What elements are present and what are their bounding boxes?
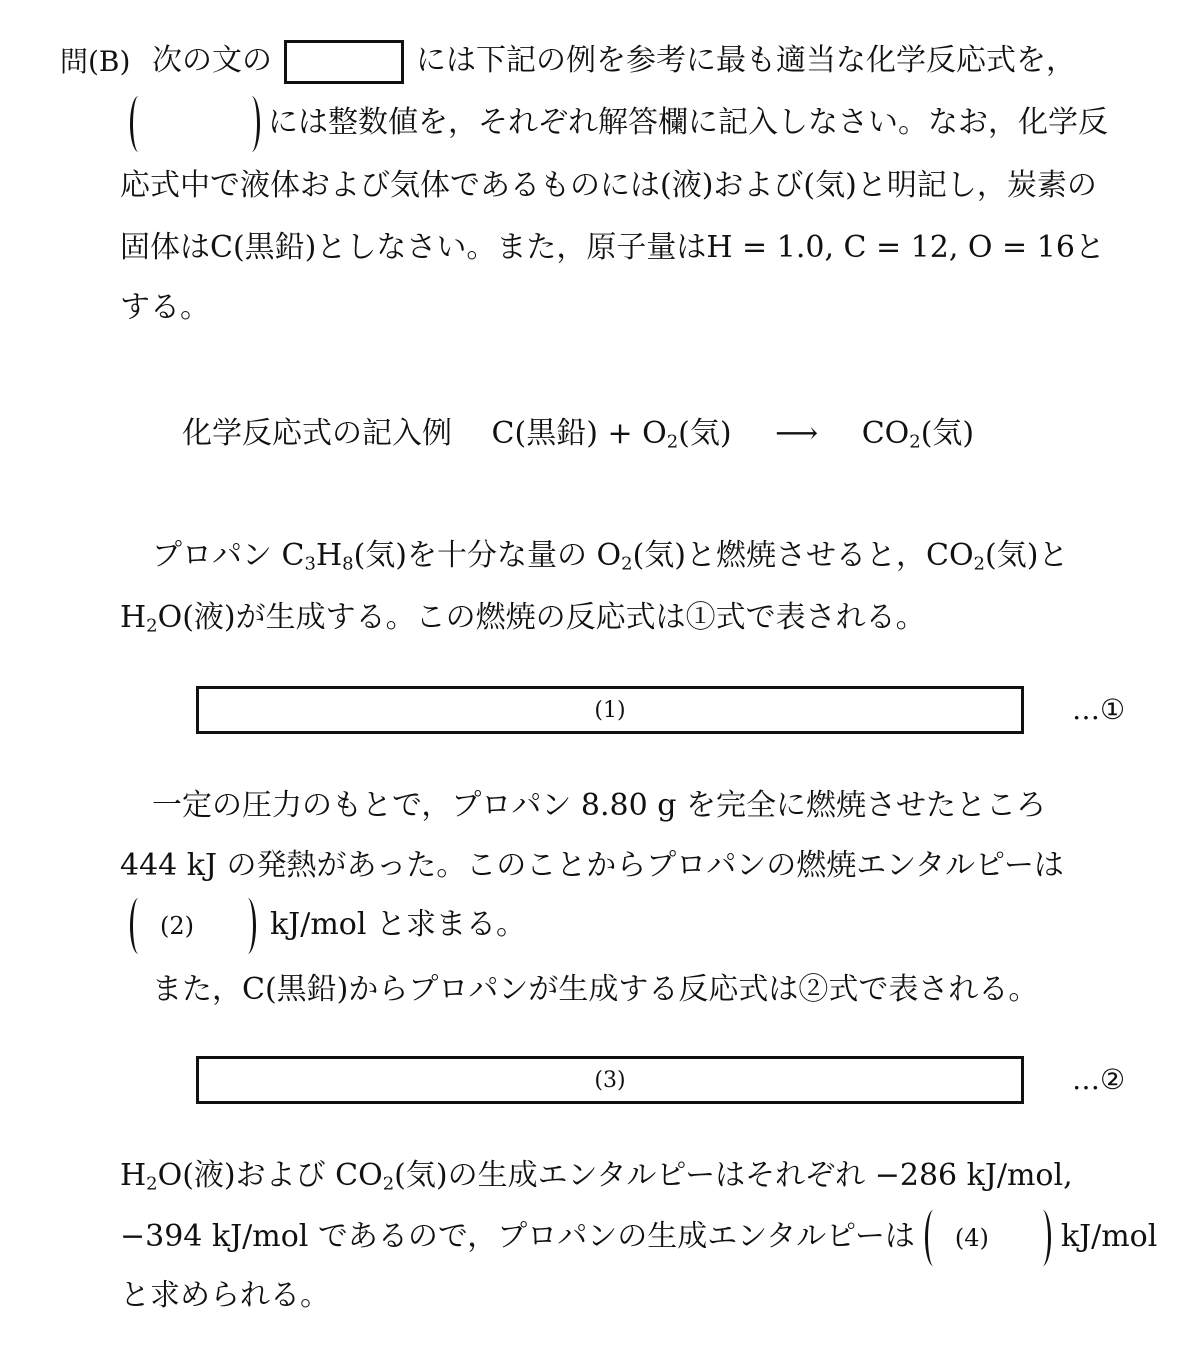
example-line: 化学反応式の記入例 C(黒鉛) + $O_2$(気) ⟶ $CO_2$(気) bbox=[182, 416, 975, 453]
para3-line-3: と求められる。 bbox=[120, 1278, 330, 1313]
answer-box-3[interactable]: (3) bbox=[196, 1056, 1024, 1104]
equation-tag-1: …① bbox=[1072, 693, 1126, 726]
paren-blank-example bbox=[130, 96, 260, 152]
intro-line-2: には整数値を，それぞれ解答欄に記入しなさい。なお，化学反 bbox=[130, 96, 1188, 152]
intro-line-1: 次の文の には下記の例を参考に最も適当な化学反応式を， bbox=[152, 40, 1188, 84]
intro-line-5: する。 bbox=[120, 290, 210, 325]
para1-line-2: $H_2O$(液)が生成する。この燃焼の反応式は①式で表される。 bbox=[120, 600, 926, 637]
intro-line-4: 固体はC(黒鉛)としなさい。また，原子量はH = 1.0, C = 12, O = 16と bbox=[120, 230, 1105, 265]
para2-line-2: 444 kJ の発熱があった。このことからプロパンの燃焼エンタルピーは bbox=[120, 848, 1064, 883]
blank-box-example bbox=[284, 40, 404, 84]
para2-line-1: 一定の圧力のもとで，プロパン 8.80 g を完全に燃焼させたところ bbox=[152, 788, 1047, 823]
para3-line-2: −394 kJ/mol であるので，プロパンの生成エンタルピーは (4) kJ/mol bbox=[120, 1210, 1188, 1266]
arrow-icon: ⟶ bbox=[775, 416, 819, 451]
intro-line-3: 応式中で液体および気体であるものには(液)および(気)と明記し，炭素の bbox=[120, 168, 1097, 203]
answer-box-1[interactable]: (1) bbox=[196, 686, 1024, 734]
answer-blank-4[interactable]: (4) bbox=[925, 1210, 1051, 1266]
example-label: 化学反応式の記入例 bbox=[182, 416, 452, 451]
para2-line-4: また，C(黒鉛)からプロパンが生成する反応式は②式で表される。 bbox=[152, 972, 1039, 1007]
para2-line-3: (2) kJ/mol と求まる。 bbox=[130, 898, 1188, 954]
problem-label: 問(B) bbox=[60, 45, 131, 78]
para1-line-1: プロパン $C_3H_8$(気)を十分な量の $O_2$(気)と燃焼させると，$CO_2$(気)と bbox=[152, 538, 1069, 575]
para3-line-1: $H_2O$(液)および $CO_2$(気)の生成エンタルピーはそれぞれ −286 kJ/mol, bbox=[120, 1158, 1073, 1195]
equation-tag-2: …② bbox=[1072, 1063, 1126, 1096]
answer-blank-2[interactable]: (2) bbox=[130, 898, 256, 954]
